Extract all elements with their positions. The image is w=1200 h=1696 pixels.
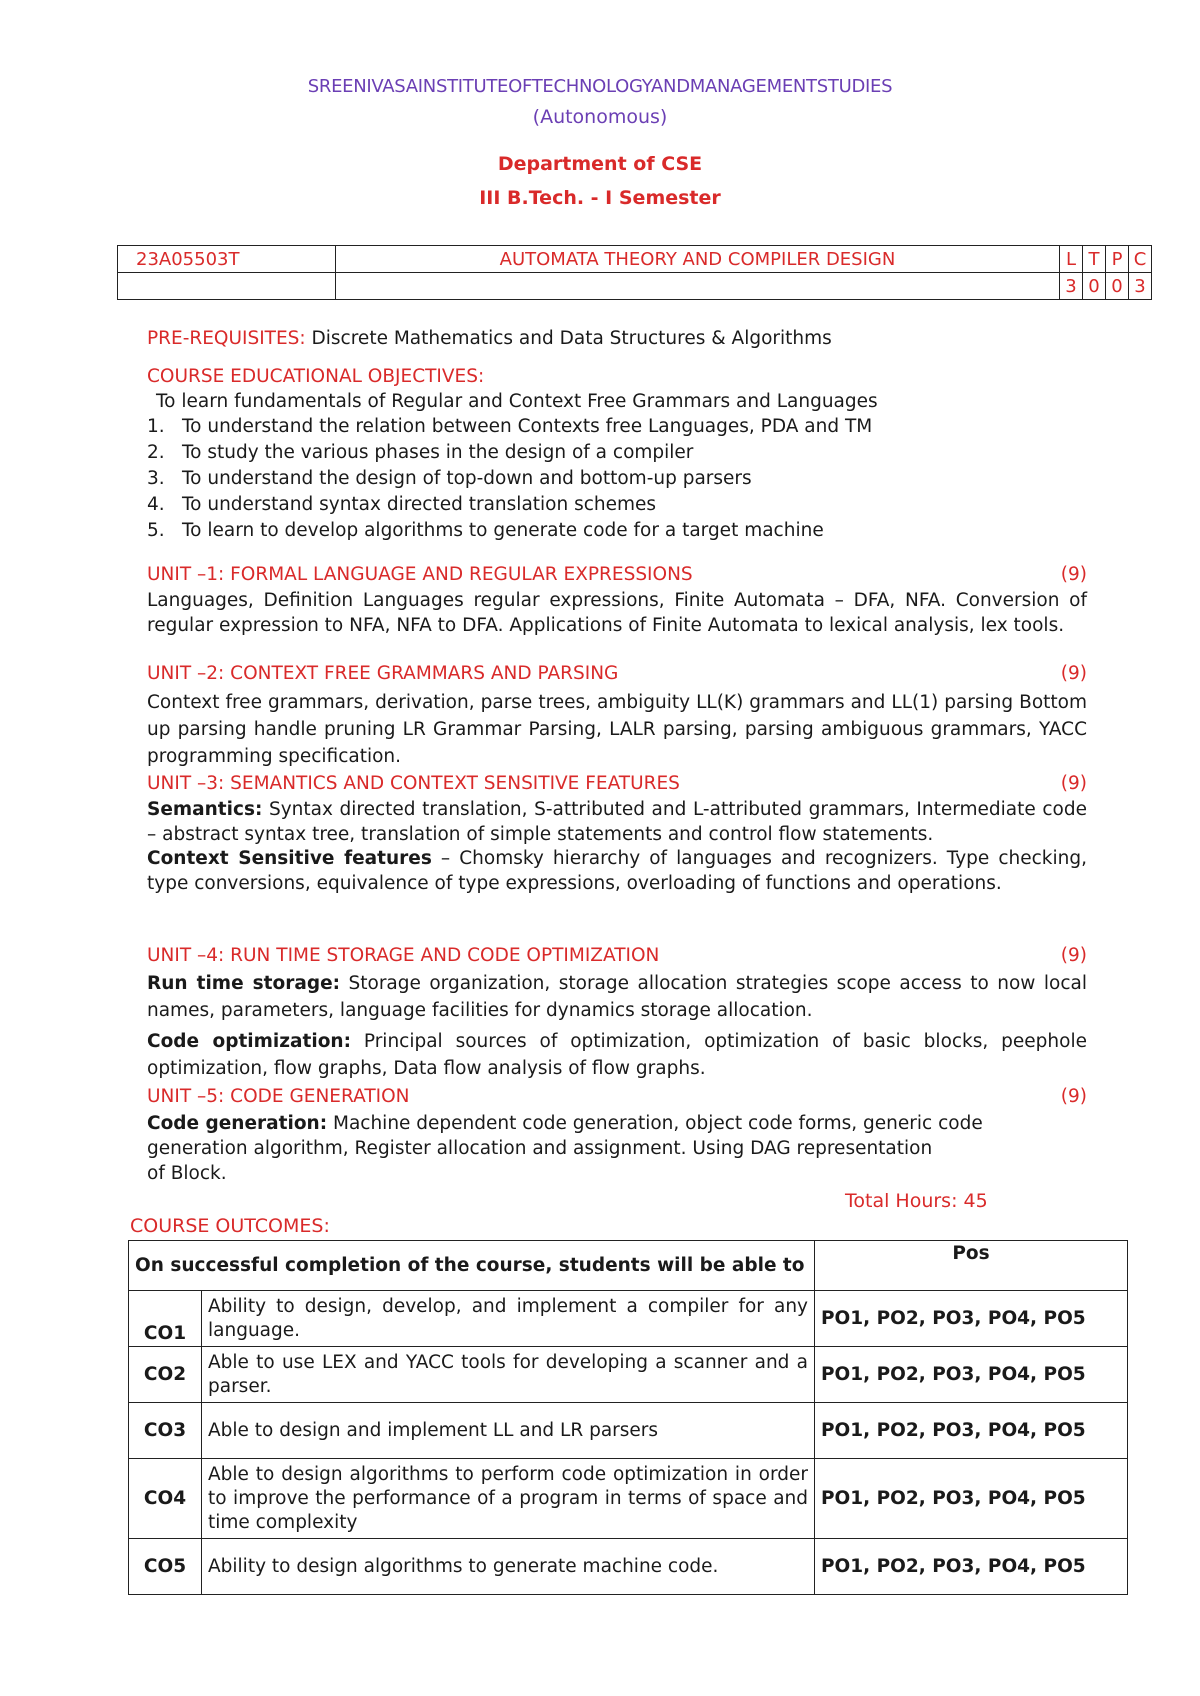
unit-hours: (9)	[1060, 564, 1087, 585]
context-paragraph	[147, 847, 1087, 896]
item-number: 1.	[147, 416, 165, 437]
unit-title: UNIT –2: CONTEXT FREE GRAMMARS AND PARSING	[147, 663, 619, 684]
co-pos: PO1, PO2, PO3, PO4, PO5	[815, 1459, 1128, 1539]
co-pos: PO1, PO2, PO3, PO4, PO5	[815, 1403, 1128, 1459]
institute-name: SREENIVASAINSTITUTEOFTECHNOLOGYANDMANAGEMENTSTUDIES	[307, 76, 893, 97]
autonomous-label: (Autonomous)	[532, 106, 668, 128]
codegen-line-1	[147, 1111, 1087, 1136]
unit-hours: (9)	[1060, 773, 1087, 794]
co-desc: Able to use LEX and YACC tools for developing a scanner and a parser.	[202, 1347, 815, 1403]
codegen-text: Machine dependent code generation, object code forms, generic code	[327, 1113, 983, 1134]
course-code: 23A05503T	[118, 246, 336, 273]
unit-3-body	[147, 798, 1087, 896]
semantics-paragraph	[147, 798, 1087, 847]
unit-title: UNIT –1: FORMAL LANGUAGE AND REGULAR EXPRESSIONS	[147, 564, 693, 585]
item-text: To learn to develop algorithms to generate code for a target machine	[182, 520, 824, 541]
ltpc-value-t: 0	[1083, 273, 1106, 300]
unit-1-heading	[147, 564, 1087, 585]
ltpc-value-p: 0	[1106, 273, 1129, 300]
department-name: Department of CSE	[497, 153, 703, 175]
unit-4-heading	[147, 945, 1087, 966]
unit-title: UNIT –4: RUN TIME STORAGE AND CODE OPTIMIZATION	[147, 945, 660, 966]
outcomes-label: COURSE OUTCOMES:	[130, 1215, 330, 1237]
item-number: 2.	[147, 442, 165, 463]
prereq-text: Discrete Mathematics and Data Structures & Algorithms	[305, 328, 832, 349]
co-pos: PO1, PO2, PO3, PO4, PO5	[815, 1539, 1128, 1595]
co-id: CO1	[129, 1291, 202, 1347]
unit-hours: (9)	[1060, 1086, 1087, 1107]
co-pos: PO1, PO2, PO3, PO4, PO5	[815, 1291, 1128, 1347]
objectives-list	[147, 414, 1087, 544]
optimization-label: Code optimization:	[147, 1031, 351, 1052]
co-desc: Ability to design, develop, and implement a compiler for any language.	[202, 1291, 815, 1347]
empty-cell	[118, 273, 336, 300]
unit-title: UNIT –3: SEMANTICS AND CONTEXT SENSITIVE FEATURES	[147, 773, 680, 794]
co-desc: Able to design and implement LL and LR parsers	[202, 1403, 815, 1459]
ltpc-label-t: T	[1083, 246, 1106, 273]
runtime-label: Run time storage:	[147, 973, 341, 994]
item-number: 4.	[147, 494, 165, 515]
outcomes-table	[128, 1240, 1128, 1595]
table-row	[129, 1539, 1128, 1595]
list-item	[147, 492, 1087, 518]
unit-2-heading	[147, 663, 1087, 684]
ltpc-label-c: C	[1129, 246, 1152, 273]
co-desc: Ability to design algorithms to generate machine code.	[202, 1539, 815, 1595]
unit-title: UNIT –5: CODE GENERATION	[147, 1086, 410, 1107]
table-row	[129, 1403, 1128, 1459]
list-item	[147, 414, 1087, 440]
co-desc: Able to design algorithms to perform code optimization in order to improve the performance of a program in terms of space and time complexity	[202, 1459, 815, 1539]
prereq-label: PRE-REQUISITES:	[147, 328, 306, 349]
unit-1-body: Languages, Definition Languages regular expressions, Finite Automata – DFA, NFA. Conversion of regular expression to NFA, NFA to DFA. Applications of Finite Automata to lexical analysis, lex tools.	[147, 590, 1087, 636]
unit-2-body: Context free grammars, derivation, parse trees, ambiguity LL(K) grammars and LL(1) parsing Bottom up parsing handle pruning LR Grammar Parsing, LALR parsing, parsing ambiguous grammars, YACC programming specification.	[147, 692, 1087, 767]
ltpc-label-l: L	[1060, 246, 1083, 273]
list-item	[147, 440, 1087, 466]
objectives-section	[147, 364, 1087, 544]
unit-5-heading	[147, 1086, 1087, 1107]
unit-hours: (9)	[1060, 663, 1087, 684]
optimization-paragraph	[147, 1028, 1087, 1082]
item-text: To understand syntax directed translation schemes	[182, 494, 657, 515]
runtime-text: Storage organization, storage allocation strategies scope access to now local names, parameters, language facilities for dynamics storage allocation.	[147, 973, 1088, 1021]
co-id: CO5	[129, 1539, 202, 1595]
co-pos: PO1, PO2, PO3, PO4, PO5	[815, 1347, 1128, 1403]
prerequisites	[147, 326, 1087, 351]
table-row	[129, 1459, 1128, 1539]
list-item	[147, 466, 1087, 492]
course-title: AUTOMATA THEORY AND COMPILER DESIGN	[336, 246, 1060, 273]
semantics-label: Semantics:	[147, 799, 263, 820]
co-id: CO4	[129, 1459, 202, 1539]
semester-label: III B.Tech. - I Semester	[479, 187, 721, 209]
semantics-text: Syntax directed translation, S-attributed and L-attributed grammars, Intermediate code – abstract syntax tree, translation of simple statements and control flow statements.	[147, 799, 1087, 845]
unit-4-body	[147, 970, 1087, 1082]
ltpc-value-c: 3	[1129, 273, 1152, 300]
item-text: To study the various phases in the design of a compiler	[182, 442, 694, 463]
ltpc-value-l: 3	[1060, 273, 1083, 300]
unit-5-body	[147, 1111, 1087, 1186]
ltpc-label-p: P	[1106, 246, 1129, 273]
item-text: To understand the relation between Contexts free Languages, PDA and TM	[182, 416, 873, 437]
objectives-label: COURSE EDUCATIONAL OBJECTIVES:	[147, 366, 485, 387]
context-label: Context Sensitive features	[147, 848, 432, 869]
total-hours: Total Hours: 45	[845, 1190, 988, 1212]
course-header-table	[117, 245, 1152, 300]
co-id: CO3	[129, 1403, 202, 1459]
optimization-text: Principal sources of optimization, optimization of basic blocks, peephole optimization, flow graphs, Data flow analysis of flow graphs.	[147, 1031, 1087, 1079]
codegen-line-2: generation algorithm, Register allocation and assignment. Using DAG representation	[147, 1138, 933, 1159]
empty-cell	[336, 273, 1060, 300]
item-text: To understand the design of top-down and bottom-up parsers	[182, 468, 752, 489]
context-text: – Chomsky hierarchy of languages and recognizers. Type checking, type conversions, equivalence of type expressions, overloading of functions and operations.	[147, 848, 1087, 894]
item-number: 3.	[147, 468, 165, 489]
codegen-line-3: of Block.	[147, 1163, 227, 1184]
table-row	[129, 1291, 1128, 1347]
codegen-label: Code generation:	[147, 1113, 328, 1134]
table-row	[129, 1241, 1128, 1291]
co-id: CO2	[129, 1347, 202, 1403]
item-number: 5.	[147, 520, 165, 541]
outcomes-col1-header: On successful completion of the course, students will be able to	[129, 1241, 815, 1291]
runtime-paragraph	[147, 970, 1087, 1024]
table-row	[129, 1347, 1128, 1403]
outcomes-col2-header: Pos	[815, 1241, 1128, 1291]
list-item	[147, 518, 1087, 544]
objectives-intro: To learn fundamentals of Regular and Context Free Grammars and Languages	[156, 391, 878, 412]
unit-3-heading	[147, 773, 1087, 794]
unit-hours: (9)	[1060, 945, 1087, 966]
